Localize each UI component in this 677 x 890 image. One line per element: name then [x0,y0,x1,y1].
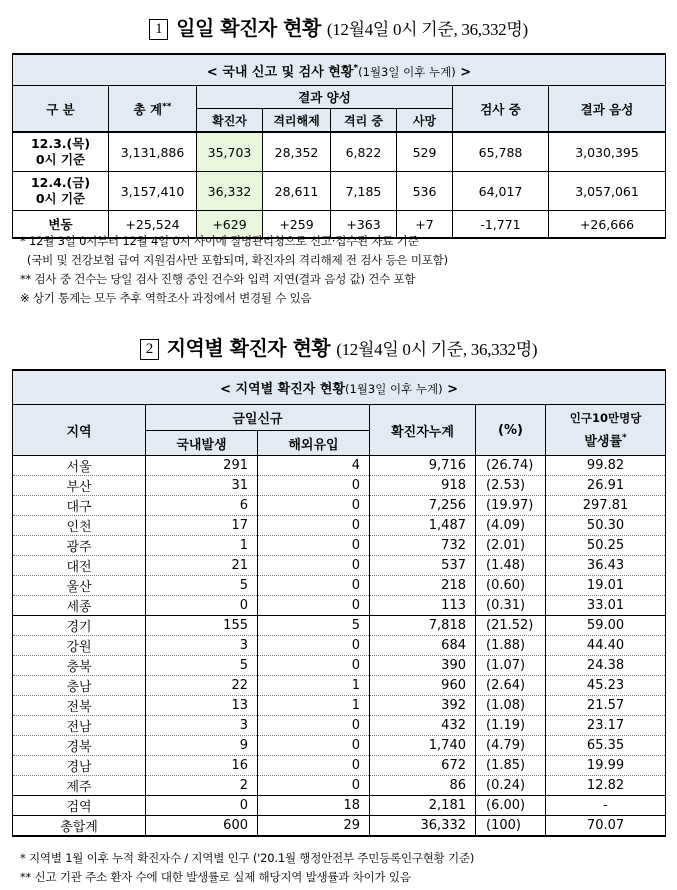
cell-region: 경기 [13,616,146,636]
cell-domestic: 0 [146,596,258,616]
section2-title [0,332,677,361]
cell-domestic: 291 [146,456,258,476]
cell-domestic: 0 [146,796,258,816]
cell-overseas: 0 [258,476,370,496]
cell-domestic: 3 [146,716,258,736]
cell-region: 제주 [13,776,146,796]
cell-region: 검역 [13,796,146,816]
regional-table [12,369,666,837]
cell-overseas: 0 [258,596,370,616]
cell-rate: 26.91 [546,476,666,496]
cell-overseas: 0 [258,756,370,776]
table-row [13,716,666,736]
table-row [13,796,666,816]
cell-cumulative: 392 [370,696,476,716]
cell-domestic: 22 [146,676,258,696]
cell-domestic: 17 [146,516,258,536]
cell-domestic: 13 [146,696,258,716]
table2-banner: < 지역별 확진자 현황(1월3일 이후 누계) > [13,370,666,405]
note: (국비 및 건강보험 급여 지원검사만 포함되며, 확진자의 격리해제 전 검사 등은 미포함) [20,253,448,267]
cell-cumulative: 960 [370,676,476,696]
table-row [13,536,666,556]
header-rate: 인구10만명당 발생률* [546,405,666,456]
cell-rate: 24.38 [546,656,666,676]
cell-percent: (0.31) [476,596,546,616]
cell-region: 강원 [13,636,146,656]
header-new-today: 금일신규 [146,405,370,431]
cell-percent: (2.53) [476,476,546,496]
cell-percent: (19.97) [476,496,546,516]
cell-region: 총합계 [13,816,146,837]
cell-confirmed: +629 [197,211,263,239]
cell-isolating: +363 [331,211,397,239]
cell-region: 울산 [13,576,146,596]
cell-region: 경남 [13,756,146,776]
cell-cumulative: 390 [370,656,476,676]
cell-domestic: 16 [146,756,258,776]
cell-overseas: 18 [258,796,370,816]
note: ** 신고 기관 주소 환자 수에 대한 발생률로 실제 해당지역 발생률과 차이가 있음 [20,870,411,884]
section1-title [0,12,677,41]
cell-rate: 23.17 [546,716,666,736]
cell-percent: (1.88) [476,636,546,656]
cell-region: 광주 [13,536,146,556]
note: ** 검사 중 건수는 당일 검사 진행 중인 건수와 입력 지연(결과 음성 값) 건수 포함 [20,272,416,286]
cell-domestic: 600 [146,816,258,837]
cell-cumulative: 218 [370,576,476,596]
table-row [13,676,666,696]
table-row-total [13,816,666,837]
cell-testing: 65,788 [453,132,549,172]
cell-overseas: 29 [258,816,370,837]
cell-rate: 19.99 [546,756,666,776]
cell-overseas: 4 [258,456,370,476]
cell-domestic: 9 [146,736,258,756]
table-row [13,496,666,516]
cell-percent: (2.64) [476,676,546,696]
cell-rate: - [546,796,666,816]
header-positive: 결과 양성 [197,86,453,109]
cell-domestic: 2 [146,776,258,796]
cell-rate: 45.23 [546,676,666,696]
cell-region: 부산 [13,476,146,496]
cell-overseas: 0 [258,716,370,736]
cell-cumulative: 36,332 [370,816,476,837]
section2-number: 2 [140,339,159,360]
table-row [13,132,666,172]
table-row [13,556,666,576]
cell-domestic: 1 [146,536,258,556]
header-testing: 검사 중 [453,86,549,133]
cell-rate: 21.57 [546,696,666,716]
row-label: 변동 [13,211,109,239]
cell-region: 서울 [13,456,146,476]
test-status-table [12,53,666,239]
cell-overseas: 0 [258,576,370,596]
cell-confirmed: 35,703 [197,132,263,172]
cell-rate: 59.00 [546,616,666,636]
header-negative: 결과 음성 [549,86,666,133]
cell-isolating: 6,822 [331,132,397,172]
cell-region: 인천 [13,516,146,536]
cell-cumulative: 1,740 [370,736,476,756]
cell-cumulative: 918 [370,476,476,496]
header-deaths: 사망 [397,109,453,133]
cell-testing: -1,771 [453,211,549,239]
cell-overseas: 0 [258,736,370,756]
note: * 지역별 1월 이후 누적 확진자수 / 지역별 인구 ('20.1월 행정안전부 주민등록인구현황 기준) [20,851,475,865]
cell-percent: (0.60) [476,576,546,596]
header-cumulative: 확진자누계 [370,405,476,456]
row-label: 12.3.(목) 0시 기준 [13,132,109,172]
cell-overseas: 0 [258,776,370,796]
cell-percent: (1.48) [476,556,546,576]
cell-released: 28,352 [263,132,331,172]
table-row [13,636,666,656]
row-label: 12.4.(금) 0시 기준 [13,172,109,211]
cell-cumulative: 732 [370,536,476,556]
table1-banner: < 국내 신고 및 검사 현황*(1월3일 이후 누계) > [13,54,666,86]
cell-cumulative: 672 [370,756,476,776]
cell-percent: (1.08) [476,696,546,716]
cell-region: 충남 [13,676,146,696]
header-overseas: 해외유입 [258,431,370,456]
cell-deaths: +7 [397,211,453,239]
cell-domestic: 31 [146,476,258,496]
cell-negative: +26,666 [549,211,666,239]
cell-overseas: 1 [258,676,370,696]
cell-rate: 44.40 [546,636,666,656]
table-row [13,576,666,596]
table2-notes [20,849,474,887]
cell-negative: 3,057,061 [549,172,666,211]
cell-domestic: 5 [146,576,258,596]
cell-total: 3,157,410 [109,172,197,211]
cell-percent: (21.52) [476,616,546,636]
cell-isolating: 7,185 [331,172,397,211]
cell-domestic: 6 [146,496,258,516]
cell-region: 대구 [13,496,146,516]
cell-percent: (1.07) [476,656,546,676]
cell-deaths: 536 [397,172,453,211]
cell-region: 충북 [13,656,146,676]
cell-rate: 50.25 [546,536,666,556]
table-row [13,476,666,496]
cell-overseas: 0 [258,496,370,516]
table-row [13,696,666,716]
cell-percent: (0.24) [476,776,546,796]
note: * 12월 3일 0시부터 12월 4일 0시 사이에 질병관리청으로 신고·접수된 자료 기준 [20,234,419,248]
table-row [13,756,666,776]
note: ※ 상기 통계는 모두 추후 역학조사 과정에서 변경될 수 있음 [20,291,312,305]
cell-percent: (26.74) [476,456,546,476]
table-row [13,616,666,636]
cell-domestic: 5 [146,656,258,676]
cell-cumulative: 537 [370,556,476,576]
cell-region: 대전 [13,556,146,576]
header-percent: (%) [476,405,546,456]
cell-confirmed: 36,332 [197,172,263,211]
table-row [13,516,666,536]
cell-rate: 19.01 [546,576,666,596]
cell-region: 전북 [13,696,146,716]
header-category: 구 분 [13,86,109,133]
header-total: 총 계** [109,86,197,133]
cell-cumulative: 7,256 [370,496,476,516]
cell-percent: (4.09) [476,516,546,536]
cell-negative: 3,030,395 [549,132,666,172]
cell-domestic: 21 [146,556,258,576]
cell-region: 세종 [13,596,146,616]
cell-overseas: 1 [258,696,370,716]
cell-overseas: 0 [258,656,370,676]
cell-overseas: 0 [258,556,370,576]
cell-percent: (1.85) [476,756,546,776]
cell-percent: (6.00) [476,796,546,816]
table-row [13,736,666,756]
cell-region: 경북 [13,736,146,756]
cell-region: 전남 [13,716,146,736]
cell-percent: (1.19) [476,716,546,736]
cell-percent: (4.79) [476,736,546,756]
section1-heading: 일일 확진자 현황 [176,16,321,40]
cell-domestic: 155 [146,616,258,636]
section2-subtitle: (12월4일 0시 기준, 36,332명) [336,340,538,359]
cell-released: 28,611 [263,172,331,211]
section2-heading: 지역별 확진자 현황 [166,336,331,360]
cell-cumulative: 432 [370,716,476,736]
cell-rate: 12.82 [546,776,666,796]
cell-deaths: 529 [397,132,453,172]
section1-subtitle: (12월4일 0시 기준, 36,332명) [326,20,528,39]
cell-total: +25,524 [109,211,197,239]
cell-rate: 65.35 [546,736,666,756]
cell-cumulative: 2,181 [370,796,476,816]
cell-overseas: 0 [258,536,370,556]
cell-overseas: 5 [258,616,370,636]
cell-percent: (2.01) [476,536,546,556]
cell-rate: 50.30 [546,516,666,536]
table-row [13,456,666,476]
cell-testing: 64,017 [453,172,549,211]
cell-rate: 297.81 [546,496,666,516]
cell-cumulative: 86 [370,776,476,796]
cell-overseas: 0 [258,636,370,656]
cell-rate: 99.82 [546,456,666,476]
header-confirmed: 확진자 [197,109,263,133]
section1-number: 1 [149,19,168,40]
header-region: 지역 [13,405,146,456]
table-row [13,776,666,796]
header-isolating: 격리 중 [331,109,397,133]
table-row [13,172,666,211]
header-released: 격리해제 [263,109,331,133]
cell-domestic: 3 [146,636,258,656]
cell-overseas: 0 [258,516,370,536]
cell-total: 3,131,886 [109,132,197,172]
table-row [13,656,666,676]
header-domestic: 국내발생 [146,431,258,456]
cell-rate: 33.01 [546,596,666,616]
cell-cumulative: 113 [370,596,476,616]
cell-cumulative: 7,818 [370,616,476,636]
cell-rate: 36.43 [546,556,666,576]
table-row [13,596,666,616]
cell-cumulative: 9,716 [370,456,476,476]
cell-cumulative: 684 [370,636,476,656]
cell-rate: 70.07 [546,816,666,837]
cell-released: +259 [263,211,331,239]
cell-percent: (100) [476,816,546,837]
table1-notes [20,232,448,308]
cell-cumulative: 1,487 [370,516,476,536]
